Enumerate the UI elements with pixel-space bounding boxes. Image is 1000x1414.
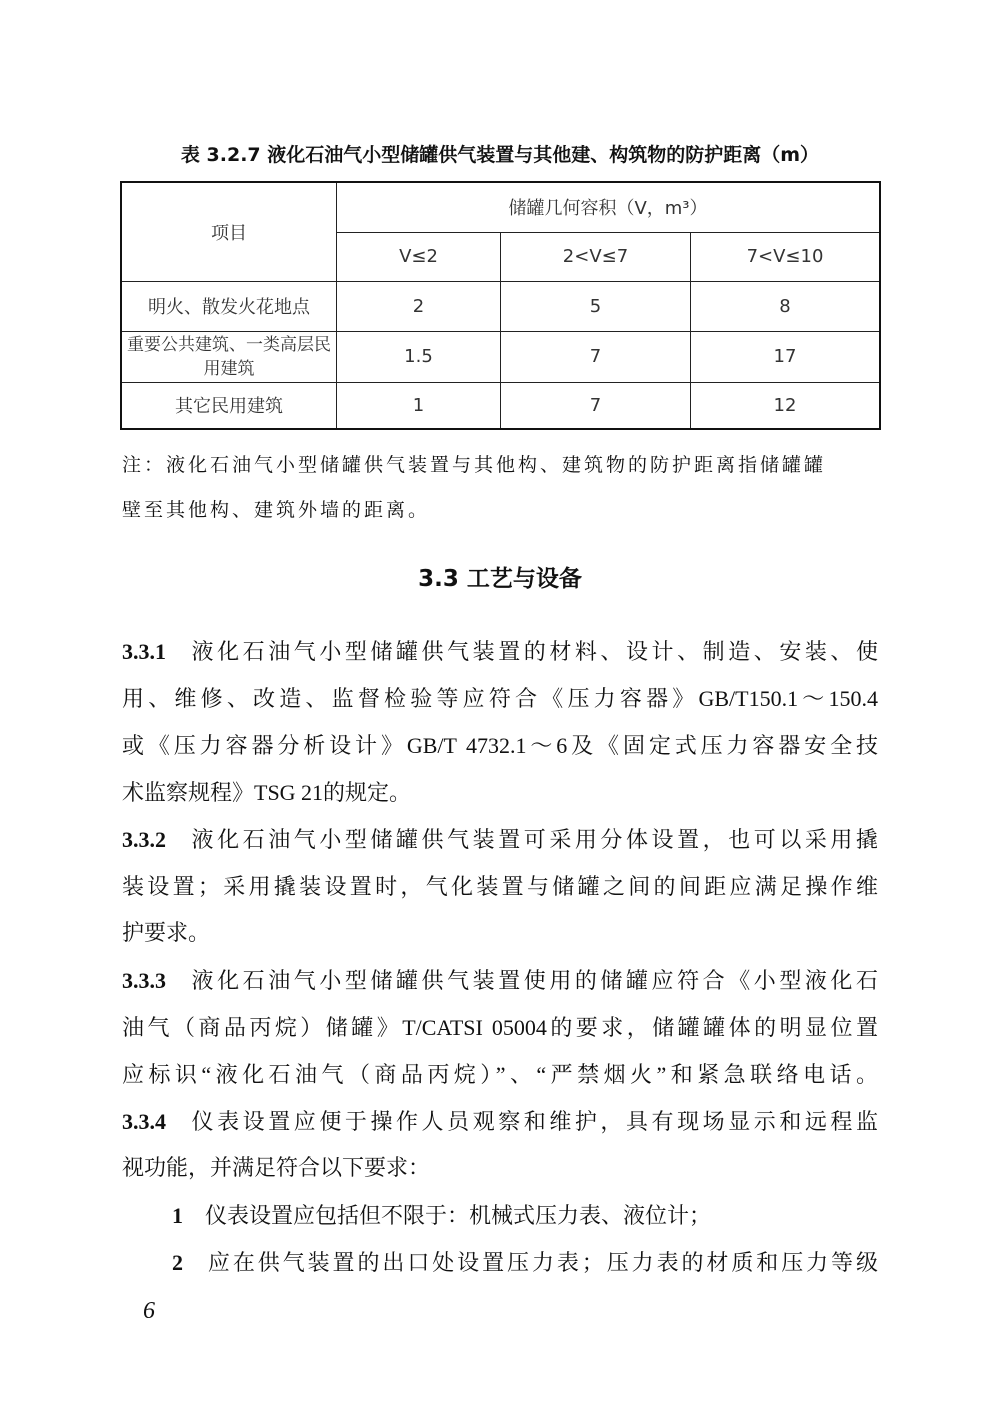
table-caption: 表 3.2.7 液化石油气小型储罐供气装置与其他建、构筑物的防护距离（m） <box>180 144 820 166</box>
item-text: 仪表设置应包括但不限于：机械式压力表、液位计； <box>205 1203 712 1228</box>
clause-number: 3.3.3 <box>122 968 166 993</box>
table-row <box>121 331 880 382</box>
cell: 12 <box>691 382 881 429</box>
clause-number: 3.3.1 <box>122 639 166 664</box>
clause-3-3-4 <box>122 1107 878 1137</box>
list-item <box>172 1201 878 1231</box>
page-number: 6 <box>143 1298 155 1324</box>
cell: 7 <box>501 331 691 382</box>
table-row <box>121 382 880 429</box>
group-header: 储罐几何容积（V，m³） <box>337 182 881 232</box>
row-label: 重要公共建筑、一类高层民用建筑 <box>121 331 337 382</box>
clause-text: 术监察规程》TSG 21的规定。 <box>122 780 412 805</box>
clause-text: 装设置；采用撬装设置时，气化装置与储罐之间的间距应满足操作维 <box>122 874 878 899</box>
cell: 1 <box>337 382 501 429</box>
clause-text: 护要求。 <box>122 920 211 945</box>
clause-text: 液化石油气小型储罐供气装置的材料、设计、制造、安装、使 <box>188 639 878 664</box>
table-note-line: 壁至其他构、建筑外墙的距离。 <box>122 499 431 521</box>
clause-text: 液化石油气小型储罐供气装置使用的储罐应符合《小型液化石 <box>188 968 878 993</box>
item-text: 应在供气装置的出口处设置压力表；压力表的材质和压力等级 <box>205 1250 878 1275</box>
table-row <box>121 281 880 331</box>
cell: 7 <box>501 382 691 429</box>
clause-number: 3.3.4 <box>122 1109 166 1134</box>
item-number: 1 <box>172 1203 183 1228</box>
clause-text: 或《压力容器分析设计》GB/T 4732.1～6及《固定式压力容器安全技 <box>122 733 878 758</box>
cell: 1.5 <box>337 331 501 382</box>
section-title: 3.3 工艺与设备 <box>418 566 582 592</box>
table-note-line: 注：液化石油气小型储罐供气装置与其他构、建筑物的防护距离指储罐罐 <box>122 454 827 476</box>
protection-distance-table <box>120 181 881 430</box>
column-header: 7<V≤10 <box>691 232 881 281</box>
cell: 2 <box>337 281 501 331</box>
clause-text: 视功能，并满足符合以下要求： <box>122 1155 431 1180</box>
clause-text: 应标识“液化石油气（商品丙烷）”、“严禁烟火”和紧急联络电话。 <box>122 1062 878 1087</box>
item-number: 2 <box>172 1250 183 1275</box>
clause-text: 仪表设置应便于操作人员观察和维护，具有现场显示和远程监 <box>188 1109 878 1134</box>
column-header: V≤2 <box>337 232 501 281</box>
cell: 5 <box>501 281 691 331</box>
clause-3-3-3 <box>122 966 878 996</box>
item-header: 项目 <box>121 182 337 281</box>
clause-3-3-1 <box>122 637 878 667</box>
cell: 8 <box>691 281 881 331</box>
column-header: 2<V≤7 <box>501 232 691 281</box>
clause-number: 3.3.2 <box>122 827 166 852</box>
row-label: 其它民用建筑 <box>121 382 337 429</box>
clause-text: 液化石油气小型储罐供气装置可采用分体设置，也可以采用撬 <box>188 827 878 852</box>
row-label: 明火、散发火花地点 <box>121 281 337 331</box>
cell: 17 <box>691 331 881 382</box>
list-item <box>172 1248 878 1278</box>
clause-3-3-2 <box>122 825 878 855</box>
clause-text: 油气（商品丙烷）储罐》T/CATSI 05004的要求，储罐罐体的明显位置 <box>122 1015 878 1040</box>
clause-text: 用、维修、改造、监督检验等应符合《压力容器》GB/T150.1～150.4 <box>122 686 878 711</box>
